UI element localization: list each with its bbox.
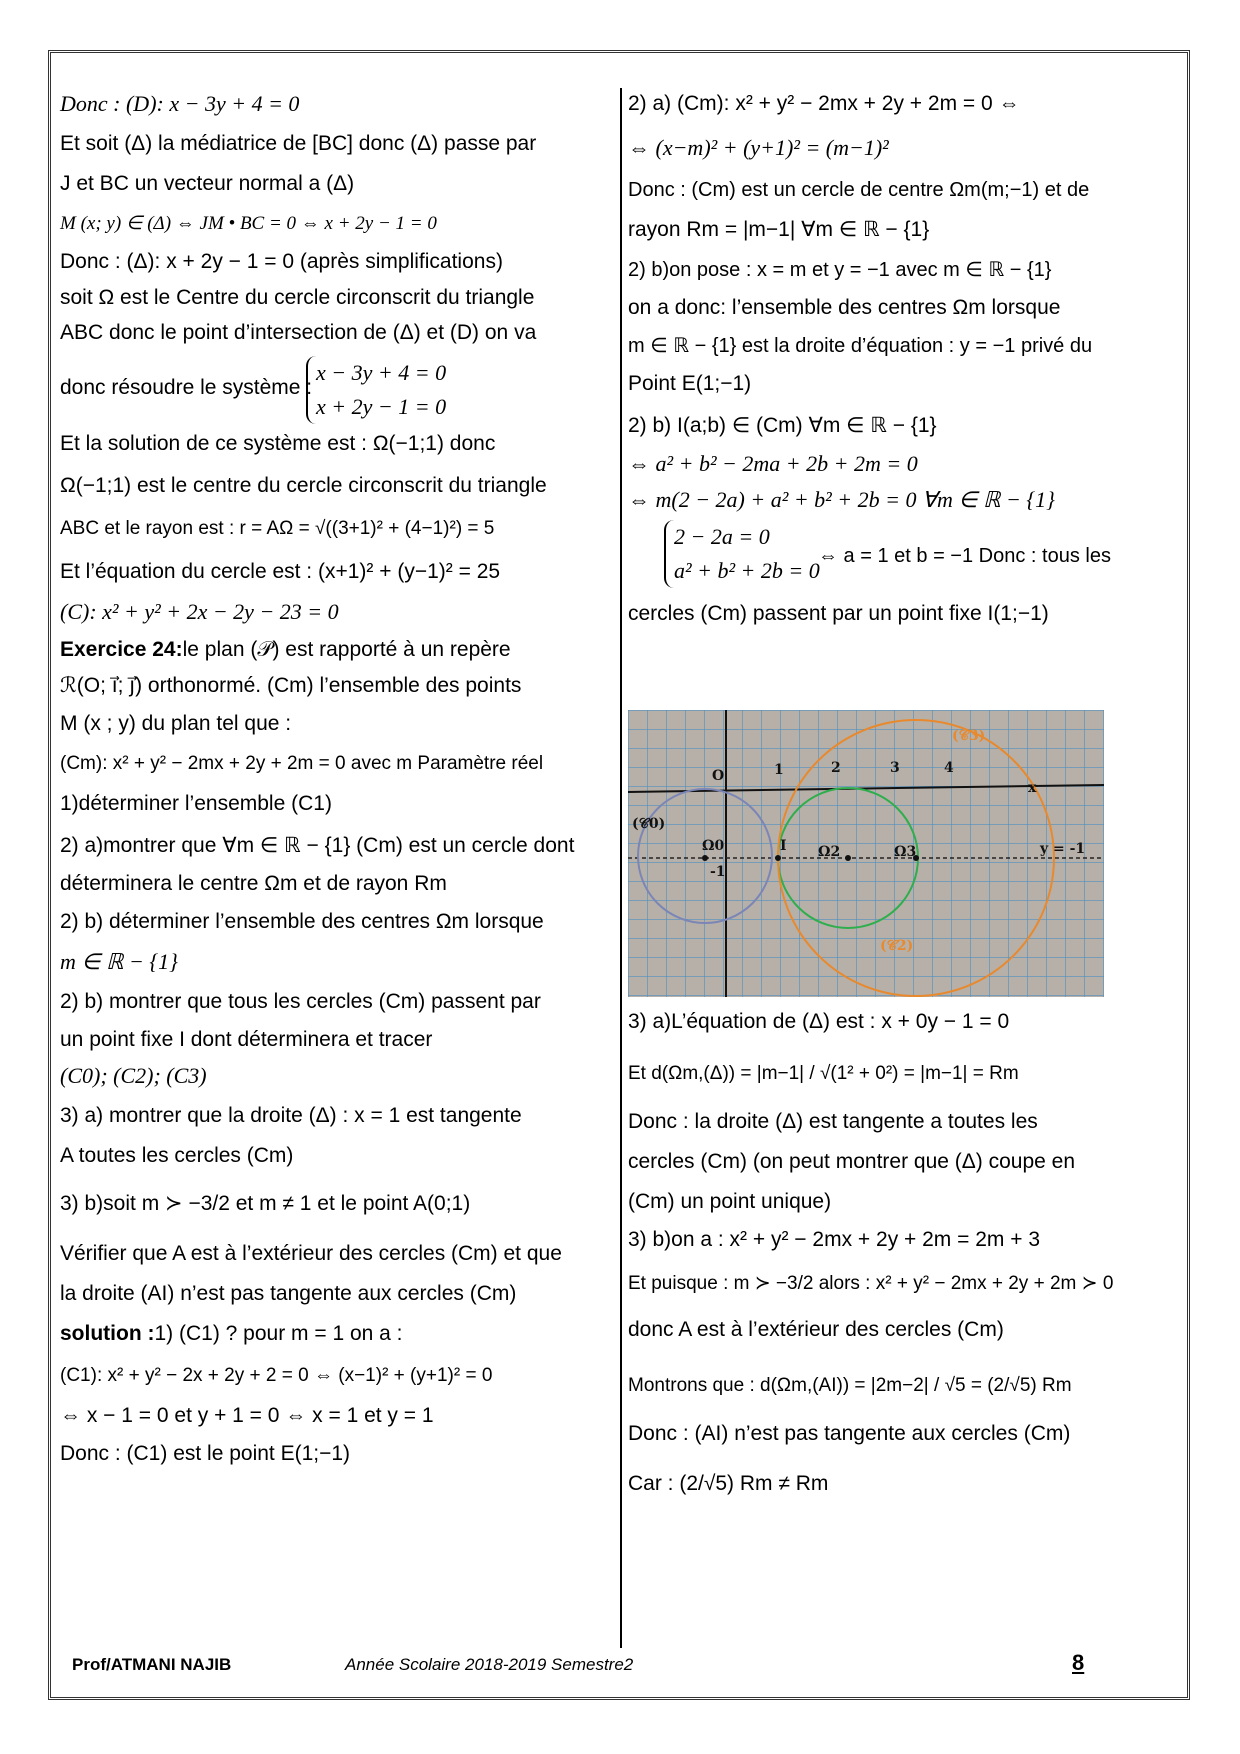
system-equation: x − 3y + 4 = 0 [316, 360, 447, 385]
text-line: 3) a) montrer que la droite (Δ) : x = 1 est tangente [60, 1104, 522, 1127]
center-omega0 [702, 855, 708, 861]
center-omega2 [845, 855, 851, 861]
text-line: donc résoudre le système : [60, 376, 313, 399]
text-line: Donc : (AI) n’est pas tangente aux cercles (Cm) [628, 1422, 1071, 1445]
point-i [775, 855, 781, 861]
text-line: 3) a)L’équation de (Δ) est : x + 0y − 1 = 0 [628, 1010, 1010, 1033]
text-line: Donc : (C1) est le point E(1;−1) [60, 1442, 351, 1465]
system-equation: 2 − 2a = 0 [674, 524, 770, 549]
text-line: Et l’équation du cercle est : (x+1)² + (y−1)² = 25 [60, 560, 501, 583]
text-line: Montrons que : d(Ωm,(AI)) = |2m−2| / √5 = (2/√5) Rm [628, 1375, 1072, 1396]
c2-label: (𝒞2) [880, 938, 914, 954]
y-tick-label: -1 [710, 864, 726, 880]
text-line: rayon Rm = |m−1| ∀m ∈ ℝ − {1} [628, 218, 930, 241]
i-label: I [780, 838, 787, 854]
text-line: 2) a)montrer que ∀m ∈ ℝ − {1} (Cm) est un cercle dont [60, 834, 575, 857]
text-line: Et d(Ωm,(Δ)) = |m−1| / √(1² + 0²) = |m−1| = Rm [628, 1063, 1019, 1084]
text-line: A toutes les cercles (Cm) [60, 1144, 294, 1167]
column-divider [620, 88, 622, 1648]
c0-label: (𝒞0) [632, 816, 666, 832]
text-line: donc A est à l’extérieur des cercles (Cm) [628, 1318, 1004, 1341]
text-line: Donc : (D): x − 3y + 4 = 0 [60, 91, 300, 116]
text-line: 3) b)on a : x² + y² − 2mx + 2y + 2m = 2m + 3 [628, 1228, 1041, 1251]
text-line: (C1): x² + y² − 2x + 2y + 2 = 0 ⇔ (x−1)² + (y+1)² = 0 [60, 1365, 493, 1386]
text-line: soit Ω est le Centre du cercle circonscrit du triangle [60, 286, 535, 309]
text-line: M (x ; y) du plan tel que : [60, 712, 292, 735]
x-axis-label: x [1028, 780, 1037, 796]
text-line: Car : (2/√5) Rm ≠ Rm [628, 1472, 829, 1495]
text-line: (C0); (C2); (C3) [60, 1063, 207, 1088]
omega2-label: Ω2 [818, 844, 841, 860]
exercise-title: Exercice 24: [60, 638, 183, 661]
text-line: déterminera le centre Ωm et de rayon Rm [60, 872, 447, 895]
tick-label: 2 [831, 760, 841, 776]
text-line: (Cm): x² + y² − 2mx + 2y + 2m = 0 avec m Paramètre réel [60, 753, 544, 774]
origin-label: O [712, 768, 725, 784]
text-line: (C): x² + y² + 2x − 2y − 23 = 0 [60, 599, 339, 624]
text-line: ⇔ (x−m)² + (y+1)² = (m−1)² [628, 135, 889, 160]
page-number: 8 [1072, 1650, 1085, 1675]
text-line: ABC et le rayon est : r = AΩ = √((3+1)² + (4−1)²) = 5 [60, 518, 495, 539]
omega0-label: Ω0 [702, 838, 725, 854]
text-line: cercles (Cm) passent par un point fixe I(1;−1) [628, 602, 1049, 625]
text-line: ℛ(O; i⃗; j⃗) orthonormé. (Cm) l’ensemble des points [60, 674, 522, 697]
text-line: Donc : (Cm) est un cercle de centre Ωm(m;−1) et de [628, 179, 1090, 201]
text-line: Et puisque : m ≻ −3/2 alors : x² + y² − 2mx + 2y + 2m ≻ 0 [628, 1273, 1114, 1294]
text-line: on a donc: l’ensemble des centres Ωm lorsque [628, 296, 1061, 319]
grid-background [628, 710, 1104, 997]
text-line: 3) b)soit m ≻ −3/2 et m ≠ 1 et le point A(0;1) [60, 1192, 471, 1215]
text-line: Et la solution de ce système est : Ω(−1;1) donc [60, 432, 496, 455]
text-line: Et soit (Δ) la médiatrice de [BC] donc (Δ) passe par [60, 132, 537, 155]
omega3-label: Ω3 [894, 844, 917, 860]
text-line: ⇔ x − 1 = 0 et y + 1 = 0 ⇔ x = 1 et y = 1 [60, 1404, 434, 1427]
text-line: 2) b)on pose : x = m et y = −1 avec m ∈ ℝ − {1} [628, 259, 1052, 281]
text-line: M (x; y) ∈ (Δ) ⇔ JM • BC = 0 ⇔ x + 2y − 1 = 0 [60, 213, 437, 234]
text-line: cercles (Cm) (on peut montrer que (Δ) coupe en [628, 1150, 1076, 1173]
text-line: 1)déterminer l’ensemble (C1) [60, 792, 332, 815]
footer-year: Année Scolaire 2018-2019 Semestre2 [345, 1655, 634, 1674]
text-line: (Cm) un point unique) [628, 1190, 832, 1213]
text-line: Ω(−1;1) est le centre du cercle circonscrit du triangle [60, 474, 547, 497]
text-line: le plan (𝒫) est rapporté à un repère [182, 638, 511, 661]
text-line: Donc : (Δ): x + 2y − 1 = 0 (après simplifications) [60, 250, 503, 273]
c3-label: (𝒞3) [952, 728, 986, 744]
circles-plot [628, 710, 1104, 997]
solution-title: solution : [60, 1322, 155, 1345]
text-line: ⇔ a = 1 et b = −1 Donc : tous les [818, 545, 1111, 567]
footer-author: Prof/ATMANI NAJIB [72, 1655, 232, 1674]
line-label: y = -1 [1040, 841, 1086, 857]
system-equation: x + 2y − 1 = 0 [316, 394, 447, 419]
text-line: Point E(1;−1) [628, 372, 752, 395]
equation-system [664, 520, 828, 588]
tick-label: 1 [774, 762, 784, 778]
text-line: 2) a) (Cm): x² + y² − 2mx + 2y + 2m = 0 ⇔ [628, 92, 1020, 115]
text-line: m ∈ ℝ − {1} [60, 949, 178, 974]
text-line: 1) (C1) ? pour m = 1 on a : [154, 1322, 403, 1345]
tick-label: 4 [944, 760, 954, 776]
text-line: 2) b) I(a;b) ∈ (Cm) ∀m ∈ ℝ − {1} [628, 414, 937, 437]
text-line: ABC donc le point d’intersection de (Δ) et (D) on va [60, 321, 537, 344]
equation-system [306, 356, 454, 424]
text-line: Donc : la droite (Δ) est tangente a toutes les [628, 1110, 1038, 1133]
system-equation: a² + b² + 2b = 0 [674, 558, 820, 583]
text-line: m ∈ ℝ − {1} est la droite d’équation : y = −1 privé du [628, 335, 1093, 357]
text-line: ⇔ m(2 − 2a) + a² + b² + 2b = 0 ∀m ∈ ℝ − {1} [628, 487, 1055, 512]
text-line: 2) b) montrer que tous les cercles (Cm) passent par [60, 990, 541, 1013]
circles-figure [628, 710, 1104, 997]
text-line: la droite (AI) n’est pas tangente aux cercles (Cm) [60, 1282, 517, 1305]
text-line: ⇔ a² + b² − 2ma + 2b + 2m = 0 [628, 451, 918, 476]
tick-label: 3 [890, 760, 900, 776]
text-line: 2) b) déterminer l’ensemble des centres Ωm lorsque [60, 910, 544, 933]
text-line: J et BC un vecteur normal a (Δ) [60, 172, 355, 195]
text-line: un point fixe I dont déterminera et tracer [60, 1028, 433, 1051]
text-line: Vérifier que A est à l’extérieur des cercles (Cm) et que [60, 1242, 562, 1265]
